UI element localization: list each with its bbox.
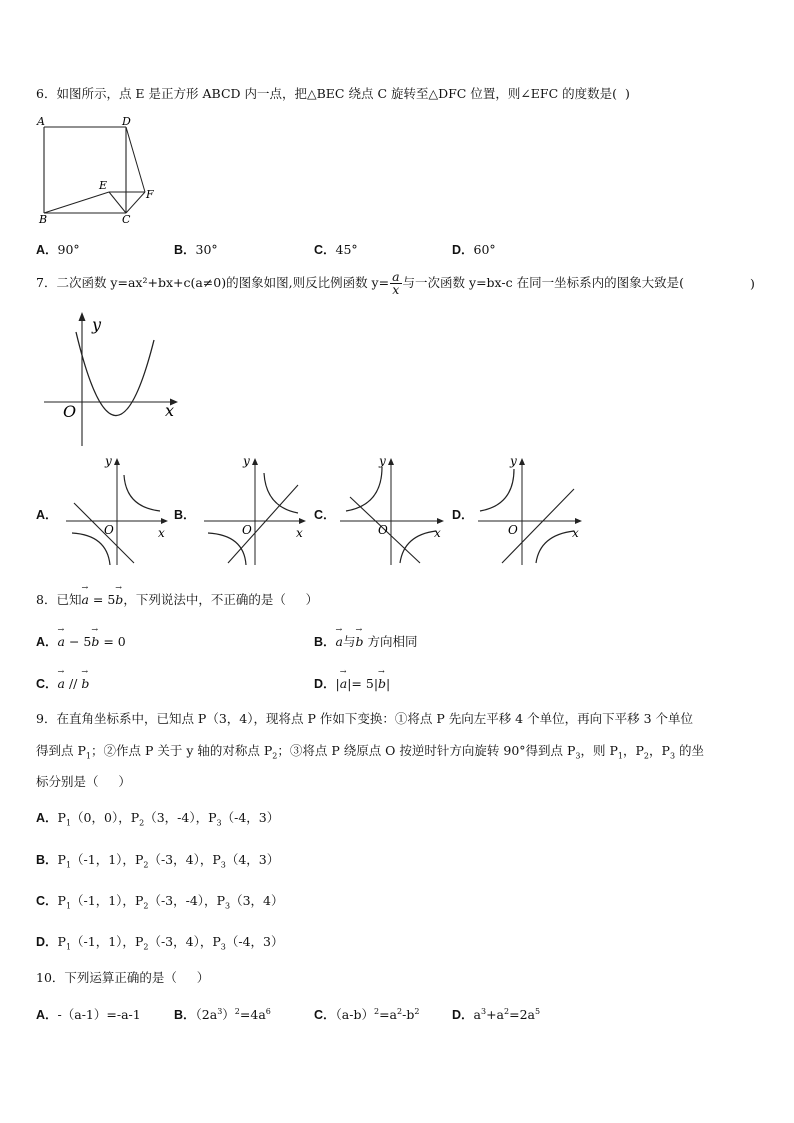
svg-text:O: O: [378, 523, 388, 537]
q9-stem-line2: 得到点 $P_1$；②作点 P 关于 y 轴的对称点 $P_2$；③将点 P 绕原点 O 按逆时针方向旋转 90°得到点 $P_3$，则 $P_1$，$P_2$，$P_3$ 的坐: [36, 743, 705, 761]
q9-option-d-p1: （-1，1），: [71, 934, 135, 949]
q9-line2-f: ，P: [649, 743, 670, 758]
q10-option-c-a: （a-b）: [335, 1007, 374, 1022]
q8-option-c-label: C．: [36, 677, 58, 691]
q6-label-b: B: [39, 213, 48, 226]
q9-line2-e: ，P: [623, 743, 644, 758]
q10-option-c-b: =a: [379, 1007, 397, 1022]
q8-vector-a: → a: [81, 592, 88, 607]
q9-line2-b: ；②作点 P 关于 y 轴的对称点 P: [90, 743, 273, 758]
q8-option-d-vec-b: → b: [378, 676, 386, 691]
q10-option-b-c: =4a: [239, 1007, 266, 1022]
q8-option-d-end: |: [386, 676, 391, 691]
q6-label-c: C: [122, 213, 131, 226]
q9-option-d[interactable]: D．$P_1(-1$，1），$P_2(-3$，4），$P_3(-4$，3）: [36, 934, 284, 952]
q7-stem-a: 二次函数 y=ax²+bx+c(a≠0)的图象如图,则反比例函数 y=: [56, 275, 390, 290]
q8-option-a[interactable]: [36, 632, 126, 650]
q9-option-c[interactable]: C．$P_1(-1$，1），$P_2(-3$，-4），$P_3(3$，4）: [36, 893, 284, 911]
q8-option-d-pre: |: [335, 676, 340, 691]
q8-option-c-vec-a: → a: [58, 676, 65, 691]
q6-option-b-label: B．: [174, 243, 196, 257]
q6-stem: [36, 84, 630, 102]
q8-given-eq: = 5: [88, 592, 116, 607]
q9-option-d-p2: （-3，4），: [148, 934, 213, 949]
q7-option-a-graph[interactable]: [62, 455, 172, 567]
q8-option-d[interactable]: [314, 674, 390, 692]
q6-option-a-text: 90°: [57, 242, 80, 257]
q10-option-b-label: B．: [174, 1008, 196, 1022]
q9-line1: 在直角坐标系中，已知点 P（3，4），现将点 P 作如下变换：①将点 P 先向左平移 4 个单位，再向下平移 3 个单位: [56, 711, 694, 726]
q8-option-a-vec-b: → b: [91, 634, 99, 649]
q7-main-y-arrow: [79, 312, 86, 321]
q7-stem: [36, 270, 684, 296]
q6-option-c-text: 45°: [335, 242, 358, 257]
q10-stem: [36, 968, 209, 986]
q10-option-d-label: D．: [452, 1008, 474, 1022]
q8-option-b-label: B．: [314, 635, 336, 649]
q9-stem-line3: 标分别是（ ）: [36, 774, 131, 789]
q8-option-b-end: 方向相同: [363, 634, 418, 649]
q10-option-c-c: -b: [402, 1007, 415, 1022]
q7-parabola: [76, 332, 154, 416]
q7-option-c-label[interactable]: C．: [314, 508, 336, 522]
q9-option-a-p1: （0，0），: [71, 810, 131, 825]
q8-option-d-label: D．: [314, 677, 336, 691]
svg-text:x: x: [572, 526, 579, 540]
q7-main-x-label: x: [165, 401, 175, 420]
q9-option-d-p3: （-4，3）: [225, 934, 284, 949]
q7-option-c-graph[interactable]: [336, 455, 448, 567]
q9-line2-c: ；③将点 P 绕原点 O 按逆时针方向旋转 90°得到点 P: [277, 743, 576, 758]
q8-option-b-mid: 与: [342, 634, 356, 649]
q8-option-d-vec-a: → a: [340, 676, 347, 691]
q6-seg-fc: [126, 192, 145, 213]
q7-number: 7．: [36, 275, 57, 290]
q6-option-d[interactable]: [452, 240, 496, 258]
q9-number: 9．: [36, 711, 57, 726]
q8-option-a-vec-a: → a: [58, 634, 65, 649]
q9-option-a-label: A．: [36, 811, 58, 825]
q9-option-a-p3: （-4，3）: [221, 810, 280, 825]
q8-option-b[interactable]: [314, 632, 418, 650]
q7-fraction-num: a: [392, 269, 400, 284]
q10-option-d-c: =2a: [509, 1007, 535, 1022]
q10-option-d[interactable]: D．$a^3+a^2=2a^5$: [452, 1006, 541, 1022]
q8-option-c-vec-b: → b: [81, 676, 89, 691]
q6-option-b-text: 30°: [195, 242, 218, 257]
q7-fraction: [390, 271, 401, 296]
q10-option-b[interactable]: B．$(2a^3)^2=4a^6$: [174, 1006, 271, 1022]
q9-option-c-p2: （-3，-4），: [148, 893, 217, 908]
q10-stem-text: 下列运算正确的是（ ）: [64, 970, 210, 985]
q8-option-c[interactable]: [36, 674, 89, 692]
q7-option-d-label[interactable]: D．: [452, 508, 474, 522]
q6-label-a: A: [37, 115, 45, 128]
q10-option-b-a: （2a: [195, 1007, 218, 1022]
q6-option-d-label: D．: [452, 243, 474, 257]
q7-main-y-label: y: [92, 315, 102, 334]
q10-option-d-b: +a: [486, 1007, 505, 1022]
svg-text:O: O: [104, 523, 114, 537]
q6-option-a-label: A．: [36, 243, 58, 257]
q6-option-b[interactable]: [174, 240, 218, 258]
q8-option-a-label: A．: [36, 635, 58, 649]
q9-option-b[interactable]: B．$P_1(-1$，1），$P_2(-3$，4），$P_3(4$，3）: [36, 852, 280, 870]
q6-seg-df: [126, 127, 145, 192]
q9-line2-g: 的坐: [675, 743, 705, 758]
q9-option-a-p2: （3，-4），: [144, 810, 209, 825]
q10-number: 10．: [36, 970, 65, 985]
q10-option-a-label: A．: [36, 1008, 58, 1022]
q9-option-d-label: D．: [36, 935, 58, 949]
q9-option-b-p3: （4，3）: [225, 852, 280, 867]
q8-stem-a: 已知: [56, 592, 82, 607]
q6-stem-text: 如图所示，点 E 是正方形 ABCD 内一点，把△BEC 绕点 C 旋转至△DFC 位置，则∠EFC 的度数是( ): [56, 86, 630, 101]
svg-text:y: y: [379, 454, 386, 468]
svg-text:y: y: [243, 454, 250, 468]
q8-stem-b: ，下列说法中，不正确的是（ ）: [123, 592, 319, 607]
q8-vector-b: → b: [115, 592, 123, 607]
q8-option-d-mid: |= 5|: [347, 676, 379, 691]
q10-option-d-a: a: [473, 1007, 481, 1022]
svg-text:x: x: [434, 526, 441, 540]
q9-option-a[interactable]: A．$P_1(0$，0），$P_2(3$，-4），$P_3(-4$，3）: [36, 810, 280, 828]
q7-main-graph: [40, 310, 185, 450]
q9-option-b-p1: （-1，1），: [71, 852, 135, 867]
q7-option-d-graph[interactable]: [474, 455, 586, 567]
q9-option-c-p1: （-1，1），: [71, 893, 135, 908]
q8-stem: [36, 590, 318, 608]
q7-fraction-den: x: [392, 282, 400, 297]
q9-line2-a: 得到点 P: [36, 743, 86, 758]
svg-text:x: x: [158, 526, 165, 540]
q8-number: 8．: [36, 592, 57, 607]
svg-text:y: y: [510, 454, 517, 468]
svg-text:x: x: [296, 526, 303, 540]
q7-option-b-label[interactable]: B．: [174, 508, 196, 522]
q7-main-origin-label: O: [63, 402, 77, 421]
q7-stem-close: ): [750, 276, 755, 291]
q6-number: 6．: [36, 86, 57, 101]
q6-seg-be: [44, 192, 109, 213]
q10-option-c-label: C．: [314, 1008, 336, 1022]
q6-option-c[interactable]: [314, 240, 358, 258]
svg-text:O: O: [242, 523, 252, 537]
q6-label-e: E: [99, 179, 108, 192]
svg-text:O: O: [508, 523, 518, 537]
q6-option-c-label: C．: [314, 243, 336, 257]
q10-option-a[interactable]: [36, 1005, 141, 1023]
q9-option-b-label: B．: [36, 853, 58, 867]
q10-option-a-text: -（a-1）=-a-1: [57, 1007, 141, 1022]
q9-option-c-p3: （3，4）: [230, 893, 284, 908]
q6-label-f: F: [146, 188, 154, 201]
q8-option-a-end: = 0: [99, 634, 126, 649]
q8-option-a-mid: − 5: [64, 634, 92, 649]
q6-option-a[interactable]: [36, 240, 80, 258]
q8-option-b-vec-b: → b: [356, 634, 364, 649]
q10-option-b-b: ）: [222, 1007, 235, 1022]
q9-stem-line1: [36, 709, 693, 727]
q9-line2-d: ，则 P: [580, 743, 618, 758]
q9-option-b-p2: （-3，4），: [148, 852, 213, 867]
svg-text:y: y: [105, 454, 112, 468]
q7-stem-b: 与一次函数 y=bx-c 在同一坐标系内的图象大致是(: [402, 275, 684, 290]
q9-option-c-label: C．: [36, 894, 58, 908]
q6-seg-ec: [109, 192, 126, 213]
q7-option-b-graph[interactable]: [200, 455, 310, 567]
q10-option-c[interactable]: C．$(a-b)^2=a^2-b^2$: [314, 1006, 420, 1022]
q6-option-d-text: 60°: [473, 242, 496, 257]
q8-option-c-mid: //: [64, 676, 82, 691]
q8-option-b-vec-a: → a: [336, 634, 343, 649]
q6-square-figure: [36, 112, 166, 227]
q6-label-d: D: [122, 115, 131, 128]
q7-option-a-label[interactable]: A．: [36, 508, 58, 522]
